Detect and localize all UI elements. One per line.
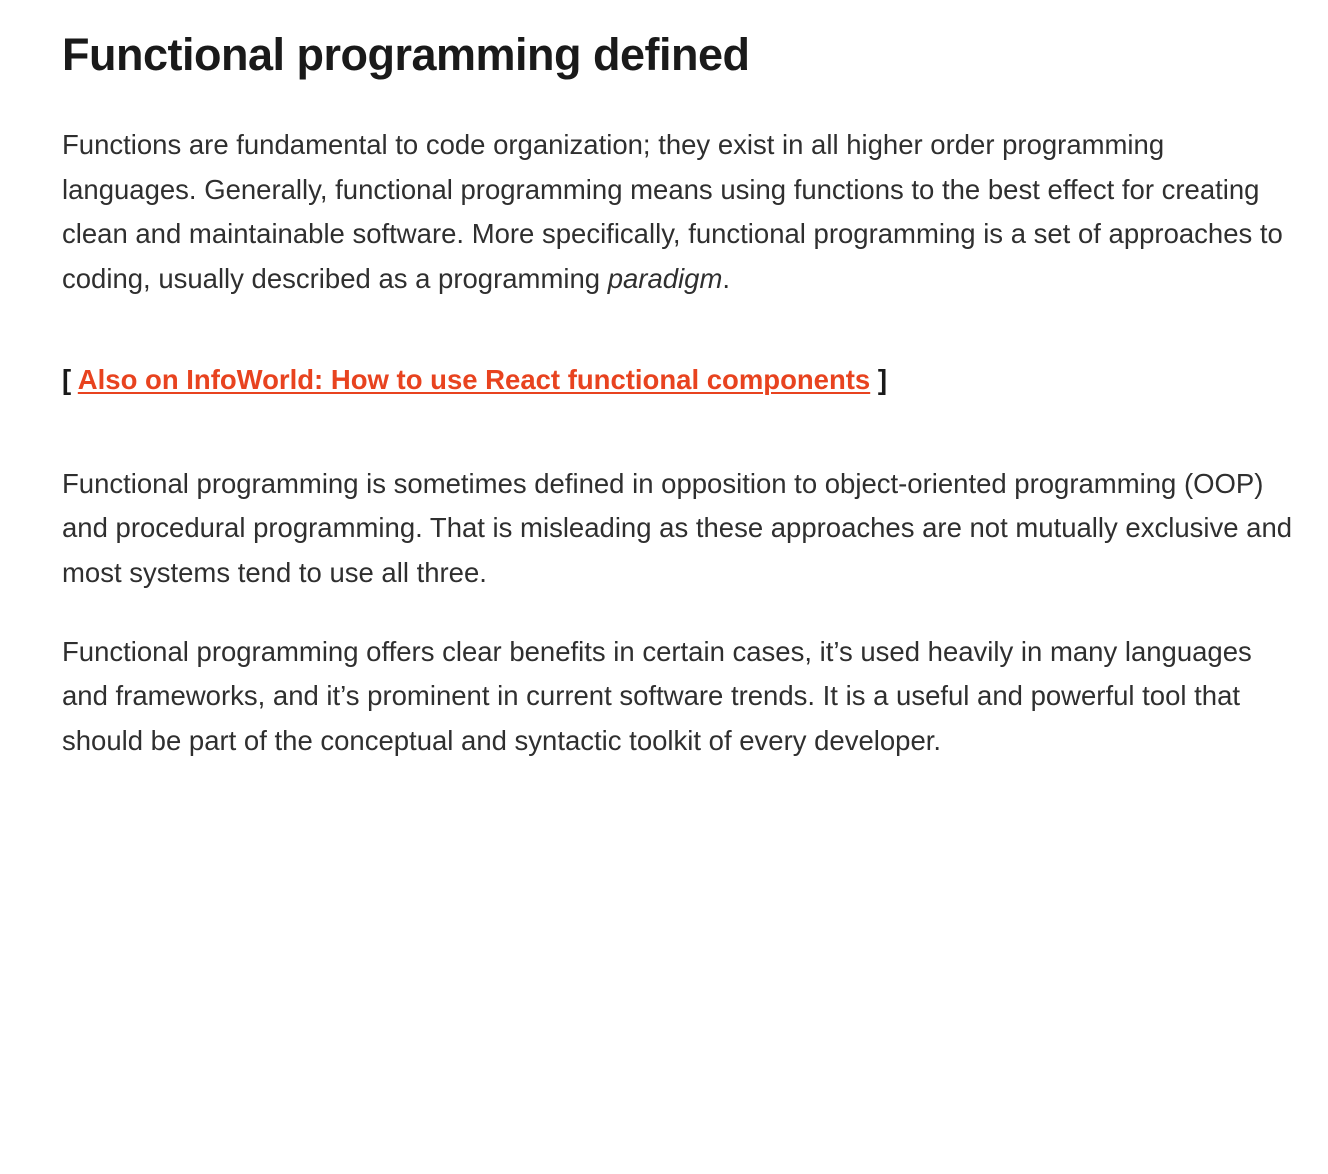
paragraph-intro-emphasis: paradigm (607, 262, 723, 294)
paragraph-intro-text-before: Functions are fundamental to code organization; they exist in all higher order programming languages. Generally, functional programming means using functions to the best effect for creating clean and maintainable software. More specifically, functional programming is a set of approaches to coding, usually described as a programming (62, 129, 1283, 294)
paragraph-intro (62, 123, 1298, 301)
related-article-link[interactable]: Also on InfoWorld: How to use React functional components (77, 364, 871, 396)
promo-bracket-close: ] (877, 364, 888, 396)
page-title: Functional programming defined (62, 29, 750, 80)
paragraph-opposition: Functional programming is sometimes defined in opposition to object-oriented programming (OOP) and procedural programming. That is misleading as these approaches are not mutually exclusive and most systems tend to use all three. (62, 467, 1293, 588)
paragraph-intro-text-after: . (722, 262, 730, 294)
related-article-promo (62, 359, 1298, 402)
promo-bracket-open: [ (62, 364, 72, 396)
paragraph-benefits: Functional programming offers clear benefits in certain cases, it’s used heavily in many languages and frameworks, and it’s prominent in current software trends. It is a useful and powerful tool that should be part of the conceptual and syntactic toolkit of every developer. (62, 635, 1252, 756)
